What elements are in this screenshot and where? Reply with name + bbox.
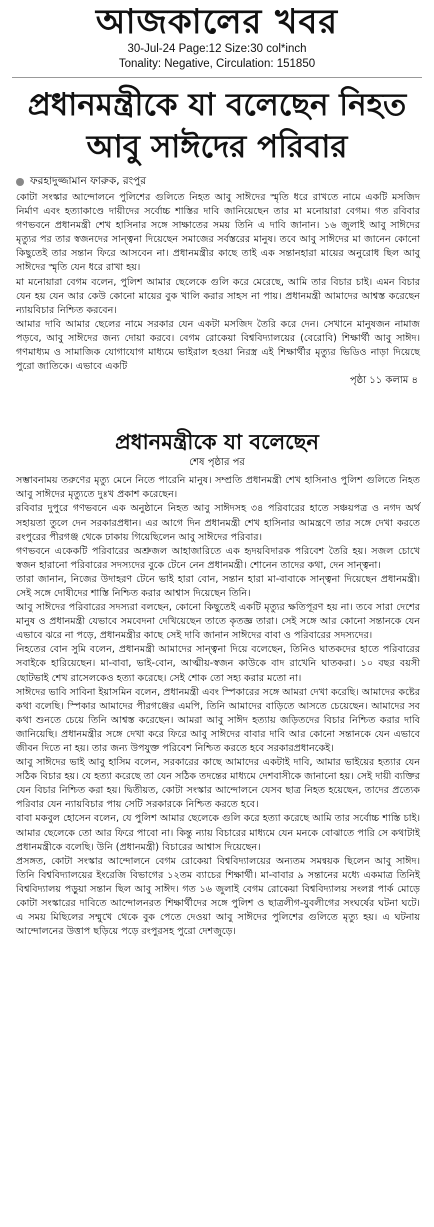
divider (12, 77, 422, 78)
paragraph: সাঈদের ভাবি সাবিনা ইয়াসমিন বলেন, প্রধানমন্ত্রী এবং স্পিকারের সঙ্গে আমরা দেখা করেছি। আমাদের কষ্টের কথা বলেছি। স্পিকার আমাদের পীরগঞ্জের এমপি, তিনি আমাদের বাড়িতে আসতে চেয়েছেন। আমাদের সব কথা শুনতে চেয়ে তিনি আশ্বস্ত করেছেন। আমরা আবু সাঈদ হত্যায় জড়িতদের বিচার নিশ্চিত করার দাবি জানিয়েছি। প্রধানমন্ত্রীর সঙ্গে দেখা করে ফিরে আবু সাঈদের বাবার দাবি আর কোনো সন্তানকে যেন এভাবে জীবন দিতে না হয়। তার জন্য উপযুক্ত পরিবেশ নিশ্চিত করতে হবে সরকারপ্রধানকেই। (16, 686, 420, 754)
meta-line-1: 30-Jul-24 Page:12 Size:30 col*inch (127, 43, 307, 55)
headline-line-1: প্রধানমন্ত্রীকে যা বলেছেন নিহত (27, 87, 407, 123)
jump-article-body (0, 474, 434, 939)
paragraph: কোটা সংস্কার আন্দোলনে পুলিশের গুলিতে নিহত আবু সাঈদের স্মৃতি ধরে রাখতে নামে একটি মসজিদ নির্মাণ এবং হত্যাকাণ্ডে দায়ীদের সর্বোচ্চ শাস্তির দাবি জানিয়েছেন তার মা মনোয়ারা বেগম। গত রবিবার গণভবনে প্রধানমন্ত্রী শেখ হাসিনার সঙ্গে সাক্ষাতের সময় তিনি এ দাবি জানান। ১৬ জুলাই আবু সাঈদের মৃত্যুর পর তার স্বজনদের সান্ত্বনা দিয়েছেন সমাজের সর্বস্তরের মানুষ। তবে আবু সাঈদের মা জানেন কোনো কিছুতেই তার সন্তান ফিরে আসবেন না। প্রধানমন্ত্রীর কাছে তাই এক সন্তানহারা মায়ের অনুরোধ ছিল আবু সাঈদের স্মৃতি যেন ধরে রাখা হয়। (16, 192, 420, 274)
byline-text: ফরহাদুজ্জামান ফারুক, রংপুর (30, 175, 147, 187)
paragraph: নিহতের বোন সুমি বলেন, প্রধানমন্ত্রী আমাদের সান্ত্বনা দিয়ে বলেছেন, তিনিও ঘাতকদের হাতে পরিবারের সবাইকে হারিয়েছেন। মা-বাবা, ভাই-বোন, আত্মীয়-স্বজন কাউকে বাদ রাখেনি ঘাতকরা। ১০ বছর বয়সী ছোটভাই শেখ রাসেলকেও হত্যা করেছে। সেই শোক তো সহ্য করার মতো না। (16, 644, 420, 684)
paragraph: প্রসঙ্গত, কোটা সংস্কার আন্দোলনে বেগম রোকেয়া বিশ্ববিদ্যালয়ের অন্যতম সমন্বয়ক ছিলেন আবু সাঈদ। তিনি বিশ্ববিদ্যালয়ের ইংরেজি বিভাগের ১২তম ব্যাচের শিক্ষার্থী। মা-বাবার ৯ সন্তানের মধ্যে একমাত্র তিনিই বিশ্ববিদ্যালয় পড়ুয়া সন্তান ছিল আবু সাঈদ। গত ১৬ জুলাই বেগম রোকেয়া বিশ্ববিদ্যালয় সংলগ্ন পার্ক মোড়ে কোটা সংস্কারের দাবিতে আন্দোলনরত শিক্ষার্থীদের সঙ্গে পুলিশ ও ছাত্রলীগ-যুবলীগের সংঘর্ষের ঘটনা ঘটে। এ সময় মিছিলের সম্মুখে থেকে বুক পেতে দেওয়া আবু সাঈদের পুলিশের গুলিতে মৃত্যু হয়। এ ঘটনায় আন্দোলনের উত্তাপ ছড়িয়ে পড়ে রংপুরসহ পুরো দেশজুড়ে। (16, 855, 420, 938)
paragraph: রবিবার দুপুরে গণভবনে এক অনুষ্ঠানে নিহত আবু সাঈদসহ ৩৪ পরিবারের হাতে সঞ্চয়পত্র ও নগদ অর্থ সহায়তা তুলে দেন সরকারপ্রধান। এর আগে দিন প্রধানমন্ত্রী শেখ হাসিনার আমন্ত্রণে তার সঙ্গে দেখা করতে রংপুরের পীরগঞ্জ থেকে ঢাকায় গিয়েছিলেন আবু সাঈদের পরিবার। (16, 503, 420, 543)
headline (0, 84, 434, 168)
paragraph: গণভবনে একেকটি পরিবারের অশ্রুজল আহাজারিতে এক হৃদয়বিদারক পরিবেশ তৈরি হয়। সজল চোখে স্বজন হারানো পরিবারের সদস্যদের বুকে টেনে নেন প্রধানমন্ত্রী। শোনেন তাদের কথা, দেন সান্ত্বনা। (16, 545, 420, 571)
clipping-meta (0, 42, 434, 72)
front-article-body (0, 191, 434, 374)
paragraph: সম্ভাবনাময় তরুণের মৃত্যু মেনে নিতে পারেনি মানুষ। সম্প্রতি প্রধানমন্ত্রী শেখ হাসিনাও পুলিশ গুলিতে নিহত আবু সাঈদের মৃত্যুতে দুঃখ প্রকাশ করেছেন। (16, 475, 420, 501)
bullet-icon (16, 178, 24, 186)
headline-line-2: আবু সাঈদের পরিবার (86, 129, 348, 165)
paragraph: আমার দাবি আমার ছেলের নামে সরকার যেন একটা মসজিদ তৈরি করে দেন। সেখানে মানুষজন নামাজ পড়বে, আবু সাঈদের জন্য দোয়া করবে। বেগম রোকেয়া বিশ্ববিদ্যালয়ের (বেরোবি) শিক্ষার্থী আবু সাঈদ। গণমাধ্যম ও সামাজিক যোগাযোগ মাধ্যমে ভাইরাল হওয়া নিরস্ত্র এই শিক্ষার্থীর মৃত্যুর ভিডিও নাড়া দিয়েছে পুরো জাতিকে। এভাবে একটি (16, 318, 420, 373)
jump-subhead: শেষ পৃষ্ঠার পর (189, 457, 245, 469)
byline (0, 168, 434, 191)
paragraph: আবু সাঈদের পরিবারের সদস্যরা বলছেন, কোনো কিছুতেই একটি মৃত্যুর ক্ষতিপূরণ হয় না। তবে সারা দেশের মানুষ ও প্রধানমন্ত্রী যেভাবে সমবেদনা দেখিয়েছেন তাতে কৃতজ্ঞ তারা। সেই সঙ্গে আর কোনো সন্তানকে যেন এভাবে ঝরে না পড়ে, প্রধানমন্ত্রীর কাছে সেই দাবি জানান সাঈদের বাবা ও পরিবারের সদস্যদের। (16, 602, 420, 642)
paragraph: তারা জানান, নিজের উদাহরণ টেনে ভাই হারা বোন, সন্তান হারা মা-বাবাকে সান্ত্বনা দিয়েছেন প্রধানমন্ত্রী। সেই সঙ্গে দোষীদের শাস্তি নিশ্চিত করার আশ্বাস দিয়েছেন তিনি। (16, 573, 420, 599)
continue-reference: পৃষ্ঠা ১১ কলাম ৪ (349, 375, 418, 387)
paragraph: মা মনোয়ারা বেগম বলেন, পুলিশ আমার ছেলেকে গুলি করে মেরেছে, আমি তার বিচার চাই। এমন বিচার যেন হয় যেন আর কেউ কোনো মায়ের বুক খালি করার সাহস না পায়। প্রধানমন্ত্রী আমাদের আশ্বস্ত করেছেন ন্যায়বিচার নিশ্চিত করবেন। (16, 276, 420, 316)
meta-line-2: Tonality: Negative, Circulation: 151850 (118, 58, 316, 70)
masthead: আজকালের খবর (95, 2, 339, 42)
paragraph: আবু সাঈদের ভাই আবু হাসিম বলেন, সরকারের কাছে আমাদের একটাই দাবি, আমার ভাইয়ের হত্যার যেন সঠিক বিচার হয়। যে হত্যা করেছে তা যেন সঠিক তদন্তের মাধ্যমে দেশবাসীকে জানানো হয়। সেই দায়ী ব্যক্তির যেন বিচার নিশ্চিত করা হয়। দ্বিতীয়ত, কোটা সংস্কার আন্দোলনে যেসব ছাত্র নিহত হয়েছেন, তাদের প্রত্যেক পরিবার যেন ন্যায়বিচার পায় সেটি সরকারকে নিশ্চিত করতে হবে। (16, 757, 420, 811)
jump-headline: প্রধানমন্ত্রীকে যা বলেছেন (115, 429, 319, 455)
paragraph: বাবা মকবুল হোসেন বলেন, যে পুলিশ আমার ছেলেকে গুলি করে হত্যা করেছে আমি তার সর্বোচ্চ শাস্তি চাই। আমার ছেলেকে তো আর ফিরে পাবো না। কিন্তু ন্যায় বিচারের মাধ্যমে যেন মনকে বোঝাতে পারি সে কথাটাই প্রধানমন্ত্রীকে বলেছি। উনি (প্রধানমন্ত্রী) বিচারের আশ্বাস দিয়েছেন। (16, 813, 420, 853)
